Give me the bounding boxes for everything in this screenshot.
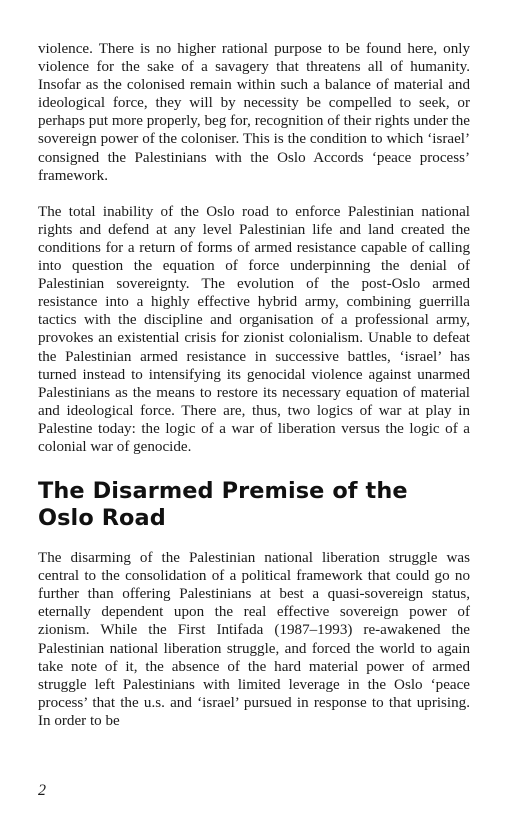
- body-paragraph-2: The total inability of the Oslo road to enforce Palestinian national rights and defend at any level Palestinian life and land created the conditions for a return of forms of armed resistance capable of calling into question the equation of force underpinning the denial of Palestinian sovereignty. The evolution of the post-Oslo armed resistance into a highly effective hybrid army, combining guerrilla tactics with the discipline and organisation of a professional army, provokes an existential crisis for zionist colonialism. Unable to defeat the Palestinian armed resistance in successive battles, ‘israel’ has turned instead to intensifying its genocidal violence against unarmed Palestinians as the means to restore its necessary equation of material and ideological force. There are, thus, two logics of war at play in Palestine today: the logic of a war of liberation versus the logic of a colonial war of genocide.: [38, 203, 470, 455]
- body-paragraph-3: The disarming of the Palestinian national liberation struggle was central to the consolidation of a political framework that could go no further than offering Palestinians at best a quasi-sovereign status, eternally dependent upon the real effective sovereign power of zionism. While the First Intifada (1987–1993) re-awakened the Palestinian national liberation struggle, and forced the world to again take note of it, the absence of the hard material power of armed struggle left Palestinians with limited leverage in the Oslo ‘peace process’ that the u.s. and ‘israel’ pursued in response to that uprising. In order to be: [38, 550, 470, 729]
- body-paragraph-1: violence. There is no higher rational purpose to be found here, only violence for the sake of a savagery that threatens all of humanity. Insofar as the colonised remain within such a balance of material and ideological force, they will by necessity be compelled to seek, or perhaps put more properly, beg for, recognition of their rights under the sovereign power of the coloniser. This is the condition to which ‘israel’ consigned the Palestinians with the Oslo Accords ‘peace process’ framework.: [38, 41, 470, 184]
- page-number: 2: [38, 782, 46, 799]
- page-content: [38, 40, 470, 730]
- section-heading: The Disarmed Premise of the Oslo Road: [38, 478, 408, 532]
